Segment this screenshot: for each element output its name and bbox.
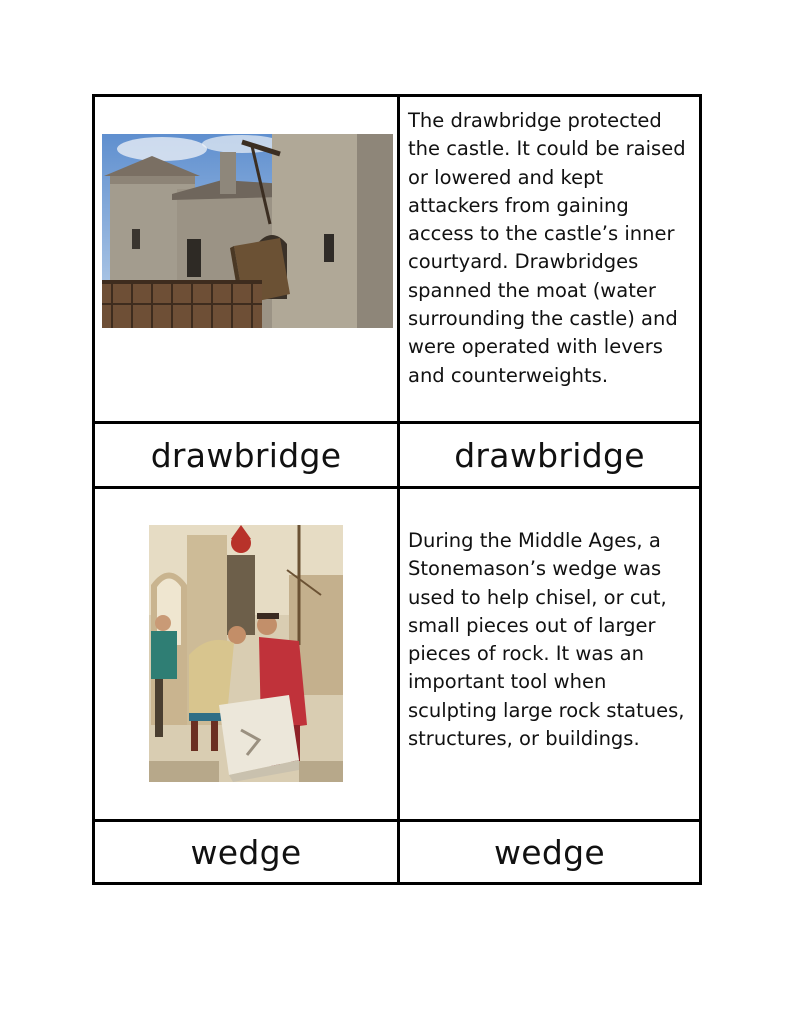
castle-drawbridge-image (102, 134, 393, 328)
wedge-label-left: wedge (190, 832, 302, 872)
wedge-picture (149, 525, 343, 782)
drawbridge-label-left: drawbridge (150, 435, 342, 475)
wedge-description: During the Middle Ages, a Stonemason’s wedge was used to help chisel, or cut, small pieces out of larger pieces of rock. It was an important tool when sculpting large rock statues, structures, or buildings. (408, 529, 685, 751)
nomenclature-card-grid (92, 94, 702, 885)
drawbridge-picture (102, 134, 393, 328)
stonemasons-image (149, 525, 343, 782)
drawbridge-description: The drawbridge protected the castle. It could be raised or lowered and kept attackers from gaining access to the castle’s inner courtyard. Drawbridges spanned the moat (water surrounding the castle) and were operated with levers and counterweights. (408, 109, 686, 387)
wedge-label-right: wedge (494, 832, 605, 872)
drawbridge-label-right: drawbridge (454, 435, 645, 475)
